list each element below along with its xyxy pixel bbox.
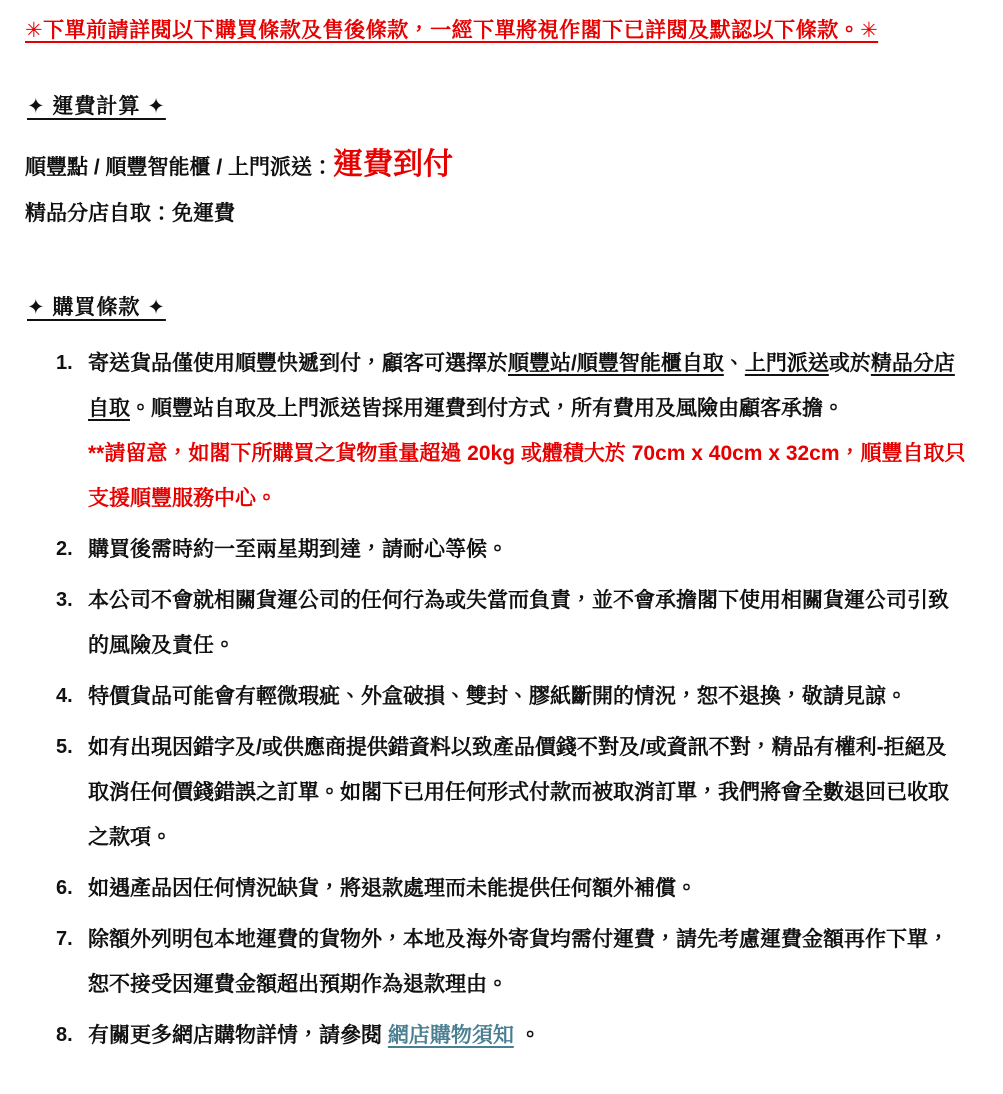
text-segment: 購買後需時約一至兩星期到達，請耐心等候。 [88, 538, 508, 561]
text-segment: 。 [513, 1024, 541, 1047]
store-pickup-line: 精品分店自取：免運費 [25, 202, 235, 225]
term-item [88, 578, 967, 668]
term-item [88, 1013, 967, 1058]
terms-list [25, 341, 967, 1058]
text-segment: 順豐站/順豐智能櫃自取 [508, 352, 724, 375]
term-item [88, 866, 967, 911]
text-segment: 寄送貨品僅使用順豐快遞到付，顧客可選擇於 [88, 352, 508, 375]
shipping-section-heading: ✦ 運費計算 ✦ [27, 95, 166, 118]
text-segment: 如遇產品因任何情況缺貨，將退款處理而未能提供任何額外補償。 [88, 877, 697, 900]
term-item [88, 917, 967, 1007]
text-segment: 特價貨品可能會有輕微瑕疵、外盒破損、雙封、膠紙斷開的情況，恕不退換，敬請見諒。 [88, 685, 907, 708]
text-segment: 有關更多網店購物詳情，請參閱 [88, 1024, 388, 1047]
text-segment: 如有出現因錯字及/或供應商提供錯資料以致產品價錢不對及/或資訊不對，精品有權利-拒絕及取消任何價錢錯誤之訂單。如閣下已用任何形式付款而被取消訂單，我們將會全數退回已收取之款項。 [88, 736, 949, 849]
text-segment: 除額外列明包本地運費的貨物外，本地及海外寄貨均需付運費，請先考慮運費金額再作下單，恕不接受因運費金額超出預期作為退款理由。 [88, 928, 949, 996]
term-paragraph [88, 674, 967, 719]
term-paragraph [88, 341, 967, 431]
shipping-methods-text: 順豐點 / 順豐智能櫃 / 上門派送： [25, 156, 334, 179]
text-segment: 精品分店自取 [88, 352, 955, 420]
text-segment: 本公司不會就相關貨運公司的任何行為或失當而負責，並不會承擔閣下使用相關貨運公司引致的風險及責任。 [88, 589, 949, 657]
term-paragraph [88, 866, 967, 911]
shop-guide-link[interactable]: 網店購物須知 [387, 1024, 514, 1047]
term-item [88, 527, 967, 572]
freight-collect-highlight: 運費到付 [333, 148, 454, 181]
purchase-terms-heading: ✦ 購買條款 ✦ [27, 296, 166, 319]
text-segment: 、 [723, 352, 745, 375]
term-item [88, 725, 967, 860]
text-segment: **請留意，如閣下所購買之貨物重量超過 20kg 或體積大於 70cm x 40cm x 32cm，順豐自取只支援順豐服務中心。 [88, 442, 966, 510]
term-paragraph [88, 578, 967, 668]
shipping-methods-line [25, 146, 967, 187]
text-segment: 。順豐站自取及上門派送皆採用運費到付方式，所有費用及風險由顧客承擔。 [130, 397, 844, 420]
term-paragraph [88, 917, 967, 1007]
text-segment: 或於 [828, 352, 871, 375]
term-paragraph [88, 725, 967, 860]
term-item [88, 674, 967, 719]
term-paragraph [88, 527, 967, 572]
pre-order-notice: ✳下單前請詳閱以下購買條款及售後條款，一經下單將視作閣下已詳閱及默認以下條款。✳ [25, 19, 879, 42]
term-red-note [88, 431, 967, 521]
term-paragraph [88, 1013, 967, 1058]
term-item [88, 341, 967, 521]
text-segment: 上門派送 [744, 352, 829, 375]
